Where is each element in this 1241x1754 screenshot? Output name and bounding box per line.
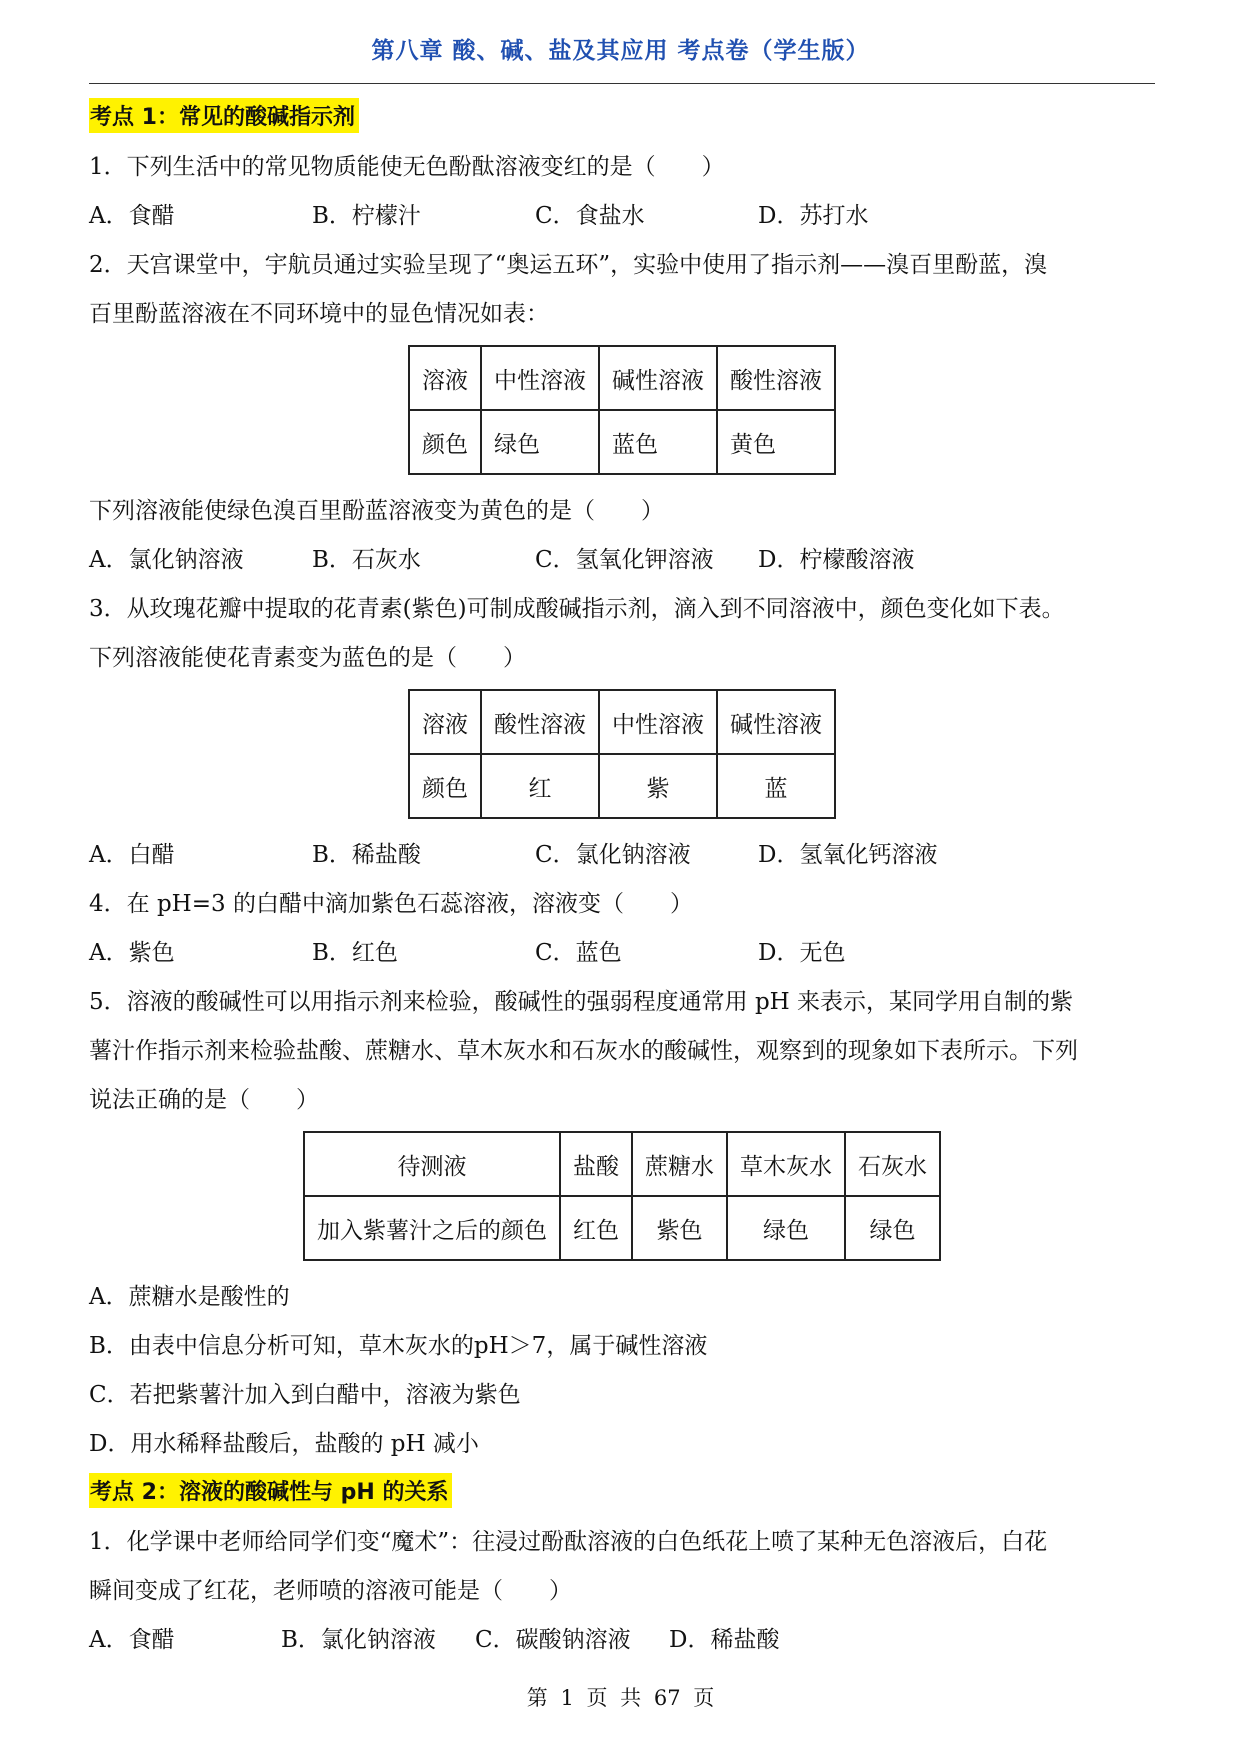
section-2-question-1-line-1: 1．化学课中老师给同学们变“魔术”：往浸过酚酞溶液的白色纸花上喷了某种无色溶液后，白花	[89, 1529, 1048, 1555]
option-c: C．氯化钠溶液	[535, 842, 691, 868]
table-cell: 红	[481, 754, 599, 818]
question-1-stem: 1．下列生活中的常见物质能使无色酚酞溶液变红的是（ ）	[89, 154, 725, 180]
table-purple-potato	[303, 1131, 941, 1261]
option-b: B．柠檬汁	[312, 203, 421, 229]
table-cell: 加入紫薯汁之后的颜色	[304, 1196, 560, 1260]
question-4-options	[89, 929, 1155, 978]
section-2-question-1-line-2: 瞬间变成了红花，老师喷的溶液可能是（ ）	[89, 1578, 572, 1604]
question-3-stem-line-2: 下列溶液能使花青素变为蓝色的是（ ）	[89, 645, 526, 671]
table-cell: 紫	[599, 754, 717, 818]
table-cell: 紫色	[632, 1196, 727, 1260]
table-cell: 红色	[560, 1196, 632, 1260]
table-cell: 绿色	[845, 1196, 940, 1260]
table-cell: 中性溶液	[481, 346, 599, 410]
table-cell: 溶液	[409, 346, 481, 410]
option-c: C．食盐水	[535, 203, 645, 229]
option-b: B．氯化钠溶液	[281, 1627, 436, 1653]
section-heading-1: 考点 1：常见的酸碱指示剂	[89, 98, 359, 133]
table-cell: 草木灰水	[727, 1132, 845, 1196]
page-number: 第 1 页 共 67 页	[526, 1686, 715, 1710]
table-cell: 酸性溶液	[717, 346, 835, 410]
question-2-prompt: 下列溶液能使绿色溴百里酚蓝溶液变为黄色的是（ ）	[89, 498, 664, 524]
table-cell: 黄色	[717, 410, 835, 474]
question-5-option-a: A．蔗糖水是酸性的	[89, 1284, 290, 1310]
table-cell: 绿色	[481, 410, 599, 474]
table-cell: 碱性溶液	[717, 690, 835, 754]
option-a: A．紫色	[89, 940, 175, 966]
section-heading-2: 考点 2：溶液的酸碱性与 pH 的关系	[89, 1473, 452, 1508]
table-row	[409, 346, 835, 410]
table-cell: 碱性溶液	[599, 346, 717, 410]
option-d: D．稀盐酸	[669, 1627, 780, 1653]
table-row	[409, 410, 835, 474]
table-anthocyanin	[408, 689, 836, 819]
table-cell: 绿色	[727, 1196, 845, 1260]
question-1-options	[89, 192, 1155, 241]
header-divider	[89, 83, 1155, 84]
table-bromothymol-blue	[408, 345, 836, 475]
question-5-stem-line-3: 说法正确的是（ ）	[89, 1087, 319, 1113]
table-cell: 石灰水	[845, 1132, 940, 1196]
option-d: D．柠檬酸溶液	[758, 547, 915, 573]
option-c: C．氢氧化钾溶液	[535, 547, 714, 573]
table-cell: 待测液	[304, 1132, 560, 1196]
question-5-stem-line-2: 薯汁作指示剂来检验盐酸、蔗糖水、草木灰水和石灰水的酸碱性，观察到的现象如下表所示。下列	[89, 1038, 1078, 1064]
question-5-option-b: B．由表中信息分析可知，草木灰水的pH＞7，属于碱性溶液	[89, 1333, 708, 1359]
question-3-stem-line-1: 3．从玫瑰花瓣中提取的花青素(紫色)可制成酸碱指示剂，滴入到不同溶液中，颜色变化如下表。	[89, 596, 1065, 622]
table-cell: 中性溶液	[599, 690, 717, 754]
table-row	[304, 1132, 940, 1196]
section-2-question-1-options	[89, 1616, 1155, 1665]
option-a: A．食醋	[89, 203, 175, 229]
table-cell: 蓝	[717, 754, 835, 818]
question-2-options	[89, 536, 1155, 585]
table-cell: 盐酸	[560, 1132, 632, 1196]
table-cell: 蓝色	[599, 410, 717, 474]
option-a: A．食醋	[89, 1627, 175, 1653]
option-b: B．稀盐酸	[312, 842, 421, 868]
question-2-stem-line-1: 2．天宫课堂中，宇航员通过实验呈现了“奥运五环”，实验中使用了指示剂——溴百里酚蓝，溴	[89, 252, 1048, 278]
table-cell: 酸性溶液	[481, 690, 599, 754]
option-d: D．苏打水	[758, 203, 869, 229]
option-d: D．氢氧化钙溶液	[758, 842, 938, 868]
question-5-option-c: C．若把紫薯汁加入到白醋中，溶液为紫色	[89, 1382, 521, 1408]
option-a: A．白醋	[89, 842, 175, 868]
option-c: C．碳酸钠溶液	[475, 1627, 631, 1653]
option-b: B．石灰水	[312, 547, 421, 573]
page-title: 第八章 酸、碱、盐及其应用 考点卷（学生版）	[371, 38, 870, 64]
question-4-stem: 4．在 pH=3 的白醋中滴加紫色石蕊溶液，溶液变（ ）	[89, 891, 693, 917]
question-2-stem-line-2: 百里酚蓝溶液在不同环境中的显色情况如表：	[89, 301, 549, 327]
question-3-options	[89, 831, 1155, 880]
table-cell: 颜色	[409, 410, 481, 474]
table-cell: 蔗糖水	[632, 1132, 727, 1196]
option-b: B．红色	[312, 940, 398, 966]
table-cell: 颜色	[409, 754, 481, 818]
option-a: A．氯化钠溶液	[89, 547, 244, 573]
option-d: D．无色	[758, 940, 846, 966]
document-body	[89, 94, 1155, 1665]
table-row	[304, 1196, 940, 1260]
table-row	[409, 754, 835, 818]
table-row	[409, 690, 835, 754]
question-5-stem-line-1: 5．溶液的酸碱性可以用指示剂来检验，酸碱性的强弱程度通常用 pH 来表示，某同学用自制的紫	[89, 989, 1074, 1015]
question-5-option-d: D．用水稀释盐酸后，盐酸的 pH 减小	[89, 1431, 479, 1457]
option-c: C．蓝色	[535, 940, 622, 966]
table-cell: 溶液	[409, 690, 481, 754]
